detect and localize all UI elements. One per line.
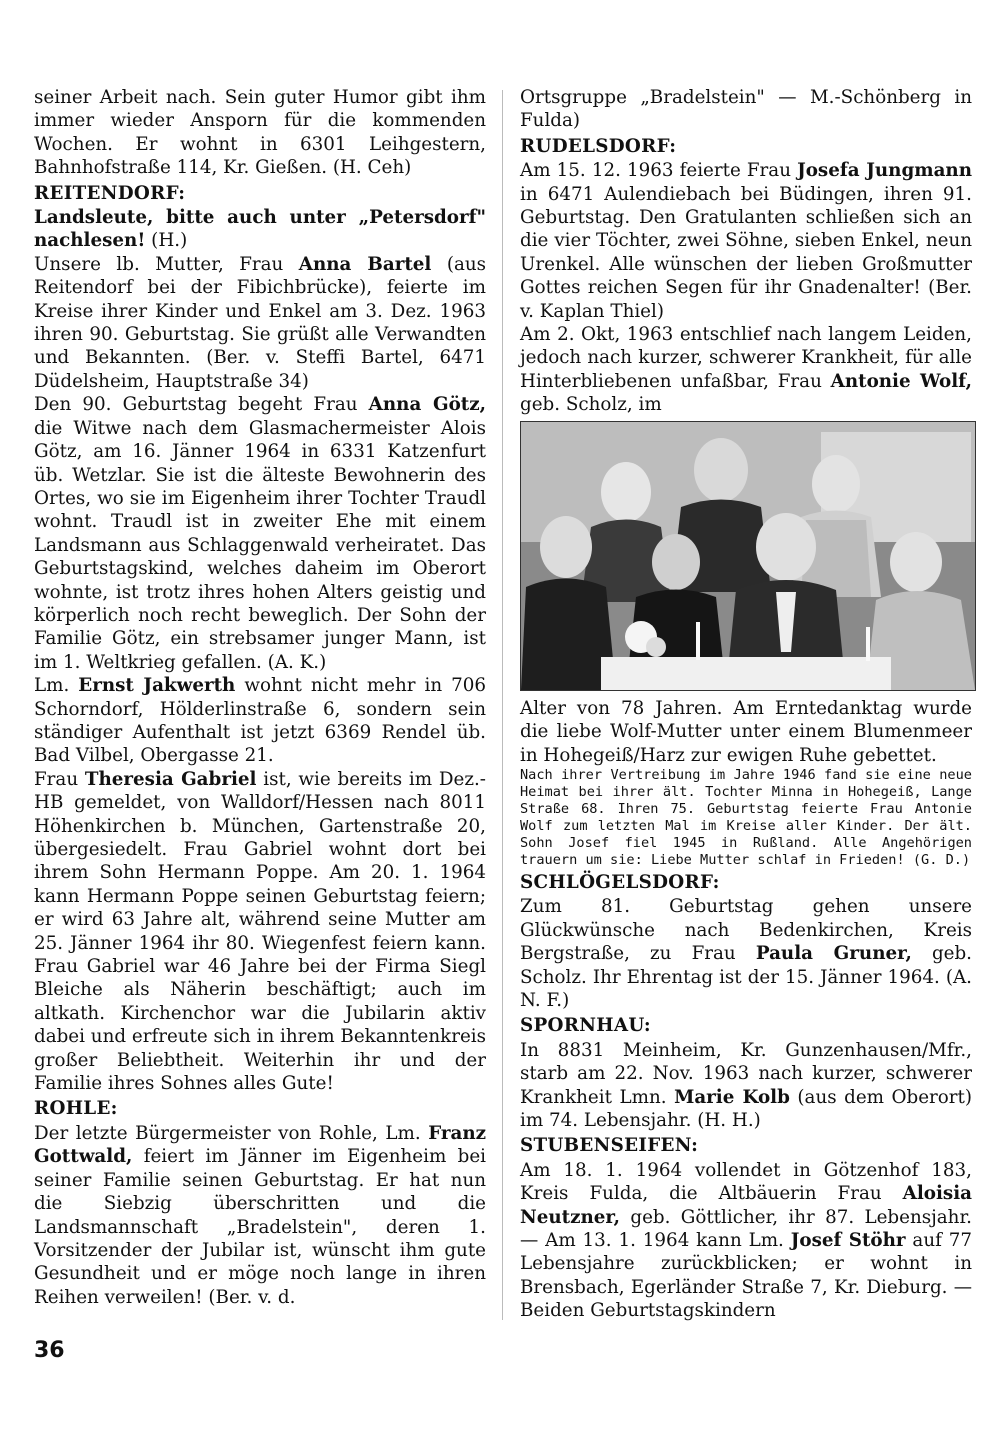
- person-name: Ernst Jakwerth: [78, 675, 236, 697]
- section-heading-rohle: ROHLE:: [34, 1098, 118, 1120]
- person-name: Anna Götz,: [368, 394, 486, 416]
- entry-jakwerth: [34, 674, 486, 768]
- entry-text: Unsere lb. Mutter, Frau: [34, 253, 299, 275]
- person-name: Aloisia Neutzner,: [520, 1183, 972, 1228]
- column-divider: [502, 90, 503, 1320]
- entry-jungmann: [520, 159, 972, 323]
- entry-text: (aus Reitendorf bei der Fibichbrücke), feierte im Kreise ihrer Kinder und Enkel am 3. Dez. 1963 ihren 90. Geburtstag. Sie grüßt alle Verwandten und Bekannten. (Ber. v. Steffi Bartel, 6471 Düdelsheim, Hauptstraße 34): [34, 253, 487, 392]
- entry-text: in 6471 Aulendiebach bei Büdingen, ihren 91. Geburtstag. Den Gratulanten schließen sich an die vier Töchter, zwei Söhne, sieben Enkel, neun Urenkel. Alle wünschen der lieben Großmutter Gottes reichen Segen für ihr Gnadenalter! (Ber. v. Kaplan Thiel): [520, 183, 972, 322]
- entry-text: wohnt nicht mehr in 706 Schorndorf, Hölderlinstraße 6, sondern sein ständiger Aufenthalt ist jetzt 6369 Rendel üb. Bad Vilbel, Obergasse 21.: [34, 675, 486, 767]
- person-name: Josefa Jungmann: [797, 160, 972, 182]
- entry-kolb: [520, 1039, 972, 1133]
- person-name: Theresia Gabriel: [84, 768, 257, 790]
- person-name: Antonie Wolf,: [830, 370, 972, 392]
- entry-text: Am 18. 1. 1964 vollendet in Götzenhof 183, Kreis Fulda, die Altbäuerin Frau: [520, 1159, 972, 1205]
- entry-goetz: [34, 393, 486, 674]
- entry-wolf: [520, 323, 972, 417]
- entry-neutzner-stoehr: [520, 1159, 972, 1323]
- person-name: Paula Gruner,: [755, 943, 912, 965]
- page-number: 36: [34, 1338, 65, 1363]
- entry-gabriel: [34, 768, 486, 1096]
- right-column: [520, 86, 972, 1323]
- section-heading-reitendorf: REITENDORF:: [34, 182, 186, 204]
- entry-text: Zum 81. Geburtstag gehen unsere Glückwünsche nach Bedenkirchen, Kreis Bergstraße, zu Frau: [520, 896, 972, 965]
- person-name: Franz Gottwald,: [34, 1122, 486, 1168]
- person-name: Josef Stöhr: [790, 1230, 906, 1251]
- entry-text: die Witwe nach dem Glasmachermeister Alois Götz, am 16. Jänner 1964 in 6331 Katzenfurt üb. Wetzlar. Sie ist die älteste Bewohnerin des Ortes, wo sie im Eigenheim ihrer Tochter Traudl wohnt. Traudl ist in zweiter Ehe mit einem Landsmann aus Schlaggenwald verheiratet. Das Geburtstagskind, welches daheim im Oberort wohnte, ist trotz ihres hohen Alters geistig und körperlich noch recht beweglich. Der Sohn der Familie Götz, ein strebsamer junger Mann, ist im 1. Weltkrieg gefallen. (A. K.): [34, 417, 486, 673]
- person-name: Anna Bartel: [298, 253, 432, 275]
- entry-text: geb. Scholz, im: [520, 394, 662, 416]
- entry-text: ist, wie bereits im Dez.-HB gemeldet, von Walldorf/Hessen nach 8011 Höhenkirchen b. München, Gartenstraße 20, übergesiedelt. Frau Gabriel wohnt dort bei ihrem Sohn Hermann Poppe. Am 20. 1. 1964 kann Hermann Poppe seinen Geburtstag feiern; er wird 63 Jahre alt, während seine Mutter am 25. Jänner 1964 ihr 80. Wiegenfest feiern kann. Frau Gabriel war 46 Jahre bei der Firma Siegl Bleiche als Näherin beschäftigt; auch im altkath. Kirchenchor war die Jubilarin aktiv dabei und erfreute sich in ihrem Bekanntenkreis großer Beliebtheit. Weiterhin ihr und der Familie ihres Sohnes alles Gute!: [34, 768, 486, 1095]
- photo-illustration: [521, 422, 975, 690]
- paragraph-continuation: Ortsgruppe „Bradelstein" — M.-Schönberg in Fulda): [520, 87, 972, 132]
- wolf-small-note: Nach ihrer Vertreibung im Jahre 1946 fand sie eine neue Heimat bei ihrer ält. Tochter Minna in Hohegeiß, Lange Straße 68. Ihren 75. Geburtstag feierte Frau Antonie Wolf zum letzten Mal im Kreise aller Kinder. Der ält. Sohn Josef fiel 1945 in Rußland. Alle Angehörigen trauern um sie: Liebe Mutter schlaf in Frieden! (G. D.): [520, 766, 972, 868]
- entry-text: geb. Scholz. Ihr Ehrentag ist der 15. Jänner 1964. (A. N. F.): [520, 943, 972, 1011]
- section-heading-spornhau: SPORNHAU:: [520, 1015, 651, 1037]
- entry-text: geb. Göttlicher, ihr 87. Lebensjahr. — Am 13. 1. 1964 kann Lm.: [520, 1206, 972, 1251]
- person-name: Marie Kolb: [674, 1086, 790, 1108]
- entry-text: Der letzte Bürgermeister von Rohle, Lm.: [34, 1122, 429, 1144]
- reitendorf-note: [34, 206, 486, 253]
- entry-text: Lm.: [34, 675, 79, 697]
- reitendorf-note-source: (H.): [145, 230, 188, 252]
- paragraph-continuation: seiner Arbeit nach. Sein guter Humor gibt ihm immer wieder Ansporn für die kommenden Wochen. Er wohnt in 6301 Leihgestern, Bahnhofstraße 114, Kr. Gießen. (H. Ceh): [34, 87, 486, 179]
- family-group-photo: [520, 421, 976, 691]
- entry-text: Frau: [34, 768, 85, 790]
- entry-text: Den 90. Geburtstag begeht Frau: [34, 394, 369, 416]
- reitendorf-note-bold: Landsleute, bitte auch unter „Petersdorf" nachlesen!: [34, 207, 486, 252]
- entry-text: Am 15. 12. 1963 feierte Frau: [520, 160, 798, 182]
- section-heading-rudelsdorf: RUDELSDORF:: [520, 135, 677, 157]
- section-heading-stubenseifen: STUBENSEIFEN:: [520, 1135, 699, 1157]
- entry-text: Am 2. Okt, 1963 entschlief nach langem Leiden, jedoch nach kurzer, schwerer Krankheit, für alle Hinterbliebenen unfaßbar, Frau: [520, 324, 972, 392]
- entry-text: In 8831 Meinheim, Kr. Gunzenhausen/Mfr., starb am 22. Nov. 1963 nach kurzer, schwerer Krankheit Lmn.: [520, 1039, 972, 1108]
- entry-gruner: [520, 895, 972, 1012]
- entry-gottwald: [34, 1122, 486, 1309]
- wolf-continuation: Alter von 78 Jahren. Am Erntedanktag wurde die liebe Wolf-Mutter unter einem Blumenmeer in Hohegeiß/Harz zur ewigen Ruhe gebettet.: [520, 697, 972, 766]
- entry-text: feiert im Jänner im Eigenheim bei seiner Familie seinen Geburtstag. Er hat nun die Siebzig überschritten und die Landsmannschaft „Bradelstein", deren 1. Vorsitzender der Jubilar ist, wünscht ihm gute Gesundheit und er möge noch lange in ihren Reihen verweilen! (Ber. v. d.: [34, 1146, 486, 1308]
- section-heading-schloegelsdorf: SCHLÖGELSDORF:: [520, 871, 720, 893]
- entry-bartel: [34, 253, 486, 393]
- entry-text: auf 77 Lebensjahre zurückblicken; er wohnt in Brensbach, Egerländer Straße 7, Kr. Dieburg. — Beiden Geburtstagskindern: [520, 1230, 972, 1322]
- entry-text: (aus dem Oberort) im 74. Lebensjahr. (H. H.): [520, 1086, 973, 1131]
- left-column: [34, 86, 486, 1309]
